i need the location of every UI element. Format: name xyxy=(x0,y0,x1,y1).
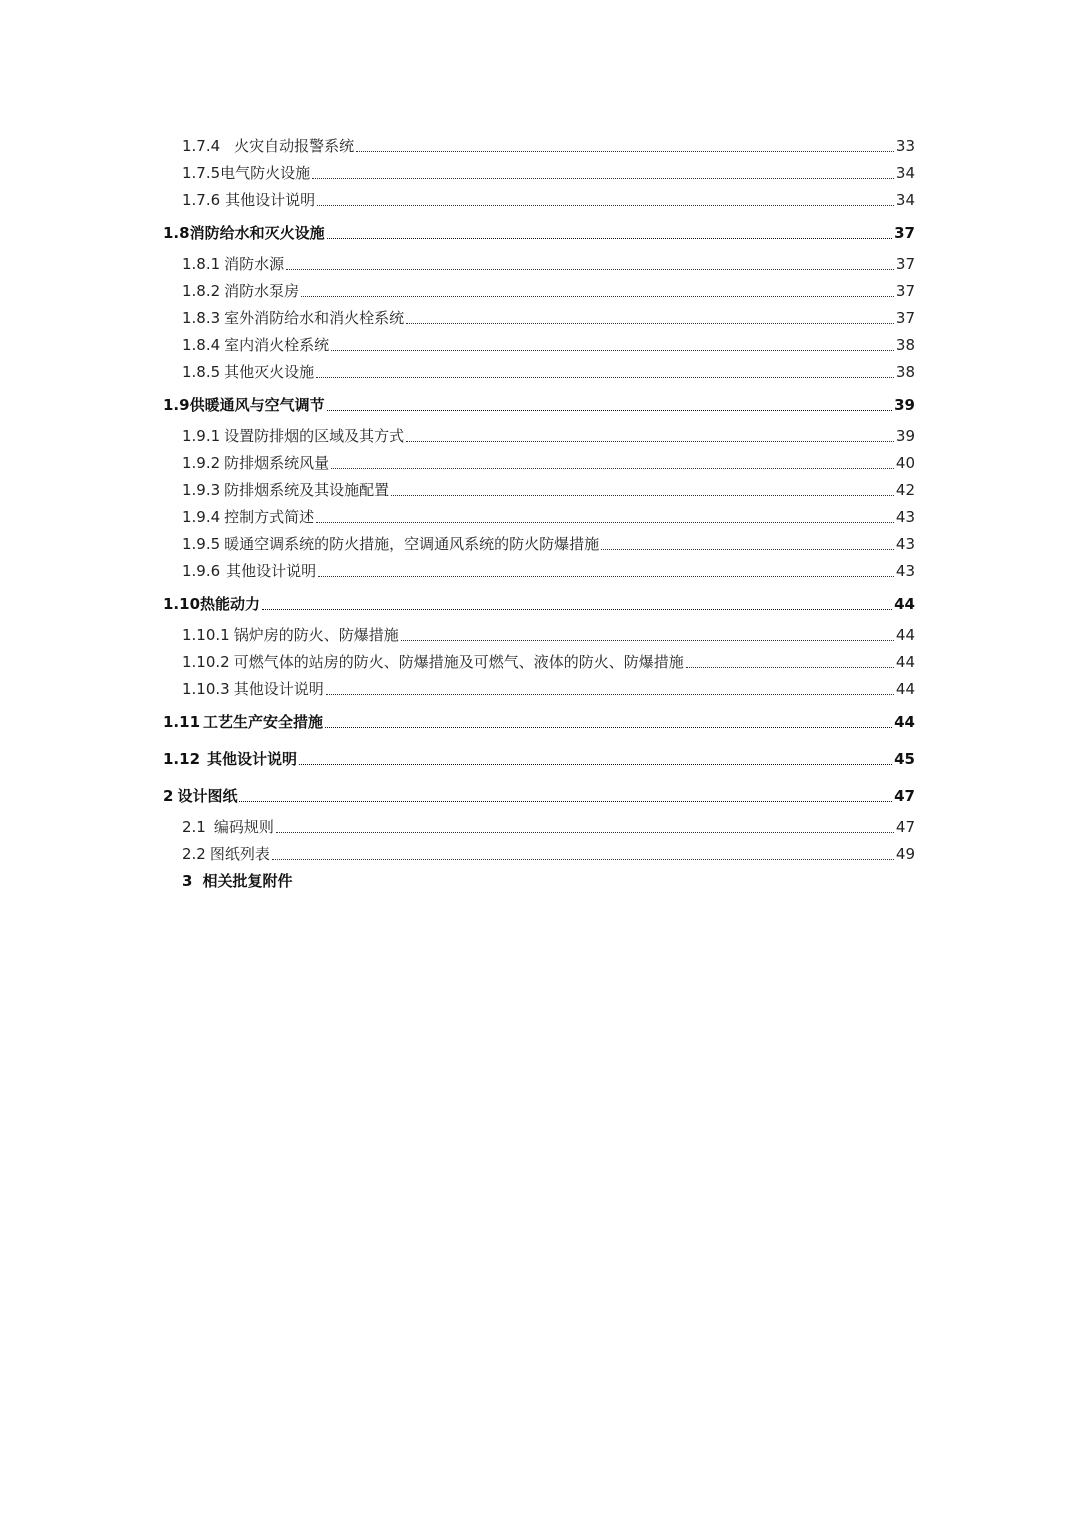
toc-entry-label: 1.9.3 防排烟系统及其设施配置 xyxy=(182,481,390,499)
toc-entry-label: 1.8.2 消防水泵房 xyxy=(182,282,300,300)
toc-page-number: 45 xyxy=(894,750,915,768)
toc-page-number: 44 xyxy=(894,713,915,731)
toc-page-number: 47 xyxy=(895,818,915,836)
toc-entry-label: 1.9.4 控制方式简述 xyxy=(182,508,315,526)
dot-leader xyxy=(316,376,894,378)
toc-entry-label: 1.8.4 室内消火栓系统 xyxy=(182,336,330,354)
dot-leader xyxy=(686,666,894,668)
dot-leader xyxy=(286,268,894,270)
toc-page-number: 43 xyxy=(895,508,915,526)
toc-entry-label: 1.9.2 防排烟系统风量 xyxy=(182,454,330,472)
toc-entry-label: 1.7.5电气防火设施 xyxy=(182,164,311,182)
toc-entry-1-9-3[interactable] xyxy=(182,477,915,504)
toc-page-number: 34 xyxy=(895,191,915,209)
dot-leader xyxy=(299,763,892,765)
toc-page-number: 44 xyxy=(894,595,915,613)
toc-entry-1-9-6[interactable] xyxy=(182,558,915,585)
dot-leader xyxy=(276,831,894,833)
toc-entry-1-8-3[interactable] xyxy=(182,305,915,332)
toc-entry-label: 1.10.3 其他设计说明 xyxy=(182,680,324,698)
dot-leader xyxy=(401,639,894,641)
toc-page-number: 47 xyxy=(894,787,915,805)
toc-section-label: 1.9供暖通风与空气调节 xyxy=(163,396,325,414)
toc-page-number: 40 xyxy=(895,454,915,472)
toc-entry-label: 2.2 图纸列表 xyxy=(182,845,270,863)
toc-entry-label: 2.1 编码规则 xyxy=(182,818,274,836)
dot-leader xyxy=(272,858,894,860)
toc-page-number: 37 xyxy=(894,224,915,242)
toc-entry-1-8-2[interactable] xyxy=(182,278,915,305)
toc-entry-label: 1.10.2 可燃气体的站房的防火、防爆措施及可燃气、液体的防火、防爆措施 xyxy=(182,653,684,671)
dot-leader xyxy=(406,440,894,442)
toc-section-label: 2 设计图纸 xyxy=(163,787,238,805)
toc-page-number: 43 xyxy=(895,535,915,553)
toc-entry-1-9-2[interactable] xyxy=(182,450,915,477)
toc-entry-2-1[interactable] xyxy=(182,814,915,841)
dot-leader xyxy=(327,409,893,411)
toc-entry-label: 1.10.1 锅炉房的防火、防爆措施 xyxy=(182,626,399,644)
dot-leader xyxy=(312,177,894,179)
dot-leader xyxy=(239,800,892,802)
dot-leader xyxy=(316,521,894,523)
toc-entry-1-8-5[interactable] xyxy=(182,359,915,386)
toc-entry-label: 1.9.6 其他设计说明 xyxy=(182,562,317,580)
toc-entry-1-8-1[interactable] xyxy=(182,251,915,278)
toc-page-number: 49 xyxy=(895,845,915,863)
toc-page-number: 38 xyxy=(895,363,915,381)
toc-entry-1-7-6[interactable] xyxy=(182,187,915,214)
toc-page-number: 37 xyxy=(895,309,915,327)
dot-leader xyxy=(317,204,894,206)
toc-entry-1-10-2[interactable] xyxy=(182,649,915,676)
toc-entry-1-10-1[interactable] xyxy=(182,622,915,649)
toc-entry-2-2[interactable] xyxy=(182,841,915,868)
toc-section-label: 1.11 工艺生产安全措施 xyxy=(163,713,324,731)
toc-entry-1-8-4[interactable] xyxy=(182,332,915,359)
dot-leader xyxy=(262,608,892,610)
toc-section-1-8[interactable] xyxy=(163,214,915,251)
toc-section-1-10[interactable] xyxy=(163,585,915,622)
toc-entry-label: 1.9.5 暖通空调系统的防火措施，空调通风系统的防火防爆措施 xyxy=(182,535,600,553)
toc-entry-label: 1.8.1 消防水源 xyxy=(182,255,285,273)
toc-entry-label: 1.9.1 设置防排烟的区域及其方式 xyxy=(182,427,405,445)
toc-entry-label: 1.7.6 其他设计说明 xyxy=(182,191,316,209)
toc-entry-label: 1.7.4 火灾自动报警系统 xyxy=(182,137,355,155)
dot-leader xyxy=(331,349,894,351)
toc-page-number: 37 xyxy=(895,255,915,273)
toc-entry-label: 1.8.5 其他灭火设施 xyxy=(182,363,315,381)
dot-leader xyxy=(331,467,894,469)
toc-page-number: 33 xyxy=(895,137,915,155)
toc-page-number: 43 xyxy=(895,562,915,580)
table-of-contents xyxy=(163,133,915,894)
toc-entry-1-7-5[interactable] xyxy=(182,160,915,187)
toc-section-label: 1.8消防给水和灭火设施 xyxy=(163,224,325,242)
toc-section-3[interactable] xyxy=(182,868,915,894)
dot-leader xyxy=(326,693,894,695)
toc-section-label: 1.10热能动力 xyxy=(163,595,261,613)
toc-page-number: 38 xyxy=(895,336,915,354)
dot-leader xyxy=(301,295,894,297)
toc-section-label: 3 相关批复附件 xyxy=(182,872,293,890)
toc-page-number: 44 xyxy=(895,680,915,698)
dot-leader xyxy=(327,237,893,239)
toc-entry-1-9-5[interactable] xyxy=(182,531,915,558)
toc-page-number: 37 xyxy=(895,282,915,300)
dot-leader xyxy=(601,548,894,550)
toc-entry-label: 1.8.3 室外消防给水和消火栓系统 xyxy=(182,309,405,327)
dot-leader xyxy=(356,150,894,152)
toc-page-number: 42 xyxy=(895,481,915,499)
toc-section-1-12[interactable] xyxy=(163,740,915,777)
toc-entry-1-7-4[interactable] xyxy=(182,133,915,160)
toc-page-number: 44 xyxy=(895,653,915,671)
toc-page-number: 44 xyxy=(895,626,915,644)
toc-page-number: 34 xyxy=(895,164,915,182)
dot-leader xyxy=(406,322,894,324)
toc-section-2[interactable] xyxy=(163,777,915,814)
toc-page-number: 39 xyxy=(894,396,915,414)
toc-entry-1-10-3[interactable] xyxy=(182,676,915,703)
toc-section-label: 1.12 其他设计说明 xyxy=(163,750,298,768)
toc-page-number: 39 xyxy=(895,427,915,445)
dot-leader xyxy=(318,575,894,577)
dot-leader xyxy=(325,726,892,728)
toc-section-1-11[interactable] xyxy=(163,703,915,740)
toc-entry-1-9-1[interactable] xyxy=(182,423,915,450)
toc-section-1-9[interactable] xyxy=(163,386,915,423)
toc-entry-1-9-4[interactable] xyxy=(182,504,915,531)
dot-leader xyxy=(391,494,894,496)
